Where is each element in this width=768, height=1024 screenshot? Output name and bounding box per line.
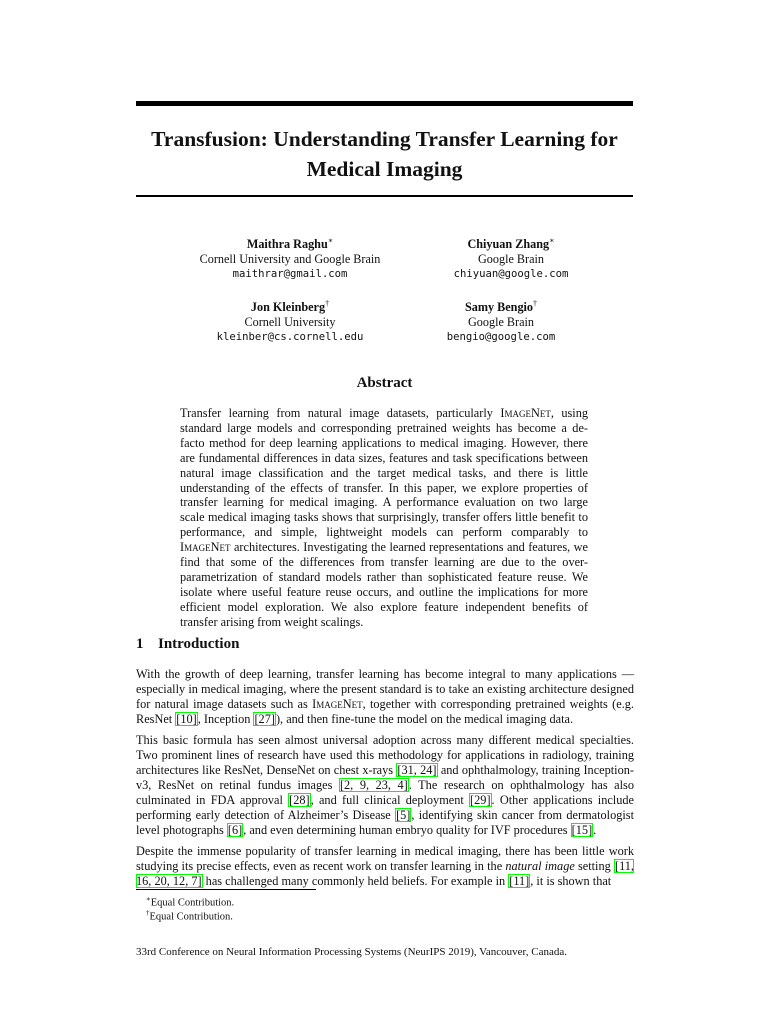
author-email: bengio@google.com xyxy=(446,331,556,344)
citation-link[interactable]: [31, 24] xyxy=(397,763,437,777)
body-text: , it is shown that xyxy=(530,874,612,888)
body-text: has challenged many commonly held beliefs. For example in xyxy=(202,874,509,888)
body-text: Despite the immense popularity of transfer learning in medical imaging, there has been little work studying its precise effects, even as recent work on transfer learning in the xyxy=(136,844,634,873)
abstract-imagenet: ImageNet xyxy=(500,406,551,420)
body-text: and ophthalmology, training Inception-v3, ResNet on retinal fundus images xyxy=(136,763,634,792)
abstract-imagenet: ImageNet xyxy=(180,540,231,555)
imagenet-text: ImageNet xyxy=(312,697,363,711)
title-top-rule xyxy=(136,101,633,106)
citation-link[interactable]: [10] xyxy=(176,712,197,726)
title-line-1: Transfusion: Understanding Transfer Learning for xyxy=(151,127,618,151)
body-text: setting xyxy=(574,859,614,873)
body-text: . xyxy=(593,823,597,837)
abstract-body xyxy=(180,406,588,630)
body-text: . Other applications include performing early detection of Alzheimer’s Disease xyxy=(136,793,634,822)
citation-link[interactable]: [5] xyxy=(396,808,411,822)
citation-link[interactable]: [15] xyxy=(571,823,593,837)
footnote-mark: † xyxy=(146,909,150,917)
author-name: Maithra Raghu xyxy=(246,237,328,252)
body-text: With the growth of deep learning, transfer learning has become integral to many applications — especially in medical imaging, where the present standard is to take an existing architecture designed for natural image datasets such as xyxy=(136,667,634,711)
intro-paragraph-2 xyxy=(136,733,634,838)
citation-link[interactable]: [11] xyxy=(509,874,530,888)
citation-link[interactable]: [11, 16, 20, 12, 7] xyxy=(136,859,634,888)
body-text: This basic formula has seen almost universal adoption across many different medical specialties. Two prominent lines of research have used this methodology for applications in radiology, training architectures like ResNet, DenseNet on chest x-rays xyxy=(136,733,634,777)
author-block-bengio xyxy=(371,296,631,345)
section-heading-introduction xyxy=(136,636,239,653)
abstract-text: architectures. Investigating the learned representations and features, we find that some of the differences from transfer learning are due to the over-parametrization of standard models rather than sophisticated feature reuse. We isolate where useful feature reuse occurs, and outline the implications for more efficient model exploration. We also explore feature independent benefits of transfer arising from weight scalings. xyxy=(180,540,588,629)
author-affiliation: Google Brain xyxy=(467,315,534,330)
footnote-text: Equal Contribution. xyxy=(149,911,233,923)
footnote-2 xyxy=(146,907,233,924)
body-text: , and even determining human embryo quality for IVF procedures xyxy=(243,823,571,837)
abstract-text: , using standard large models and corresponding pretrained weights has become a de-facto method for deep learning applications to medical imaging. However, there are fundamental differences in data sizes, features and task specifications between natural image classification and the target medical tasks, and there is little understanding of the effects of transfer. In this paper, we explore properties of transfer learning for medical imaging. A performance evaluation on two large scale medical imaging tasks shows that surprisingly, transfer offers little benefit to performance, and simple, lightweight models can perform comparably to xyxy=(180,406,589,540)
section-title: Introduction xyxy=(158,636,240,652)
body-text: , and full clinical deployment xyxy=(310,793,470,807)
author-name: Chiyuan Zhang xyxy=(467,237,550,252)
section-number: 1 xyxy=(136,636,144,652)
footnote-rule xyxy=(136,889,316,890)
footnote-mark: ∗ xyxy=(146,895,151,903)
author-email: kleinber@cs.cornell.edu xyxy=(216,331,364,344)
footnote-text: Equal Contribution. xyxy=(150,897,235,909)
author-affiliation: Cornell University xyxy=(244,315,336,330)
author-name: Jon Kleinberg xyxy=(250,300,326,315)
author-name: Samy Bengio xyxy=(464,300,534,315)
paper-title xyxy=(136,124,633,184)
conference-footer: 33rd Conference on Neural Information Processing Systems (NeurIPS 2019), Vancouver, Canada. xyxy=(136,946,568,958)
body-text: , together with corresponding pretrained weights (e.g. ResNet xyxy=(136,697,635,726)
body-text: . The research on ophthalmology has also culminated in FDA approval xyxy=(136,778,634,807)
author-mark: ∗ xyxy=(327,236,334,245)
body-text: , Inception xyxy=(197,712,254,726)
body-text: ), and then fine-tune the model on the medical imaging data. xyxy=(275,712,574,726)
abstract-heading: Abstract xyxy=(356,375,413,391)
author-mark: † xyxy=(325,299,330,308)
emphasis-text: natural image xyxy=(505,859,575,873)
intro-paragraph-1 xyxy=(136,667,634,727)
author-mark: † xyxy=(533,299,538,308)
title-line-2: Medical Imaging xyxy=(306,157,463,181)
author-block-zhang xyxy=(381,233,641,282)
author-email: chiyuan@google.com xyxy=(453,268,569,281)
author-affiliation: Cornell University and Google Brain xyxy=(199,252,381,267)
introduction-body xyxy=(136,667,634,895)
body-text: , identifying skin cancer from dermatologist level photographs xyxy=(136,808,634,837)
author-affiliation: Google Brain xyxy=(477,252,544,267)
author-mark: ∗ xyxy=(549,236,555,245)
citation-link[interactable]: [6] xyxy=(227,823,243,837)
citation-link[interactable]: [28] xyxy=(289,793,310,807)
citation-link[interactable]: [29] xyxy=(470,793,491,807)
intro-paragraph-3 xyxy=(136,844,634,889)
abstract-text: Transfer learning from natural image datasets, particularly xyxy=(180,406,501,420)
author-email: maithrar@gmail.com xyxy=(232,268,348,281)
title-bottom-rule xyxy=(136,195,633,197)
citation-link[interactable]: [2, 9, 23, 4] xyxy=(339,778,408,792)
citation-link[interactable]: [27] xyxy=(254,712,275,726)
